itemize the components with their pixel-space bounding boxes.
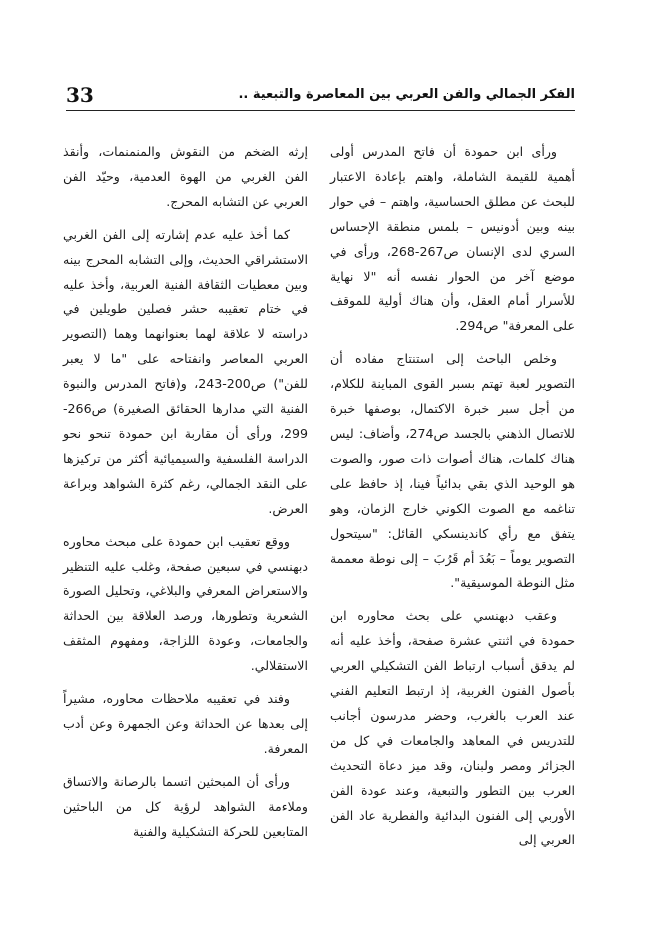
paragraph: ورأى أن المبحثين اتسما بالرصانة والاتساق وملاءمة الشواهد لرؤية كل من الباحثين المتابعين للحركة التشكيلية والفنية — [63, 773, 308, 839]
page-number: 33 — [66, 83, 94, 107]
paragraph: كما أخذ عليه عدم إشارته إلى الفن الغربي الاستشراقي الحديث، وإلى التشابه المحرج بينه وبين معطيات الثقافة الفنية العربية، وأخذ عليه في ختام تعقيبه حشر فصلين طويلين في دراسته لا علاقة لهما بعنوانهما وهما (التصوير العربي المعاصر وانفتاحه على "ما لا يعبر للفن") ص200-243، و(فاتح المدرس والنبوة الفنية التي مدارها الحقائق الصغيرة) ص266- 299، ورأى أن مقاربة ابن حمودة تنحو نحو الدراسة الفلسفية والسيميائية أكثر من تركيزها على النقد الجمالي، رغم كثرة الشواهد وبراعة العرض. — [63, 226, 308, 516]
paragraph: وخلص الباحث إلى استنتاج مفاده أن التصوير لعبة تهتم بسبر القوى المباينة للكلام، من أجل سبر خبرة الاكتمال، بوصفها خبرة للاتصال الذهني بالجسد ص274، وأضاف: ليس هناك كلمات، هناك أصوات ذات صور، والصوت هو الوحيد الذي بقي بدائياً فينا، إذ حافظ على تناغمه مع الصوت الكوني خارج الزمان، وهو يتفق مع رأي كاندينسكي القائل: "سيتحول التصوير يوماً – بَعُدَ أم قَرُبَ – إلى نوطة معممة مثل النوطة الموسيقية". — [330, 351, 575, 591]
running-title: الفكر الجمالي والفن العربي بين المعاصرة والتبعية .. — [238, 87, 575, 102]
text-column-right — [330, 140, 575, 861]
paragraph: وفند في تعقيبه ملاحظات محاوره، مشيراً إلى بعدها عن الحداثة وعن الجمهرة وعن أدب المعرفة. — [63, 691, 308, 756]
running-header — [66, 82, 575, 108]
paragraph: ووقع تعقيب ابن حمودة على مبحث محاوره دبهنسي في سبعين صفحة، وغلب عليه التنظير والاستعراض المعرفي والبلاغي، وتحليل الصورة الشعرية وتطورها، ورصد العلاقة بين الحداثة والجامعات، وعودة اللزاجة، ومفهوم المثقف الاستقلالي. — [63, 533, 308, 674]
paragraph: ورأى ابن حمودة أن فاتح المدرس أولى أهمية للقيمة الشاملة، واهتم بإعادة الاعتبار للبحث عن مطلق الحساسية، واهتم – في حوار بينه وبين أدونيس – بلمس منطقة الإحساس السري لدى الإنسان ص267-268، ورأى في موضع آخر من الحوار نفسه أنه "لا نهاية للأسرار أمام العقل، وأن هناك أولية للموقف على المعرفة" ص294. — [330, 144, 575, 334]
paragraph: إرثه الضخم من النقوش والمنمنمات، وأنقذ الفن الغربي من الهوة العدمية، وحيّد الفن العربي عن التشابه المحرج. — [63, 144, 308, 209]
header-rule — [66, 110, 575, 111]
text-column-left — [63, 140, 308, 852]
paragraph: وعقب دبهنسي على بحث محاوره ابن حمودة في اثنتي عشرة صفحة، وأخذ عليه أنه لم يدقق أسباب ارتباط الفن التشكيلي العربي بأصول الفنون الغربية، إذ ارتبط التعليم الفني عند العرب بالغرب، وحضر مدرسون أجانب للتدريس في المعاهد والجامعات في كل من الجزائر ومصر ولبنان، وقد ميز دعاة التحديث العرب بين التطور والتبعية، وعند عودة الفن الأوربي إلى الفنون البدائية والفطرية عاد الفن العربي إلى — [330, 608, 575, 848]
